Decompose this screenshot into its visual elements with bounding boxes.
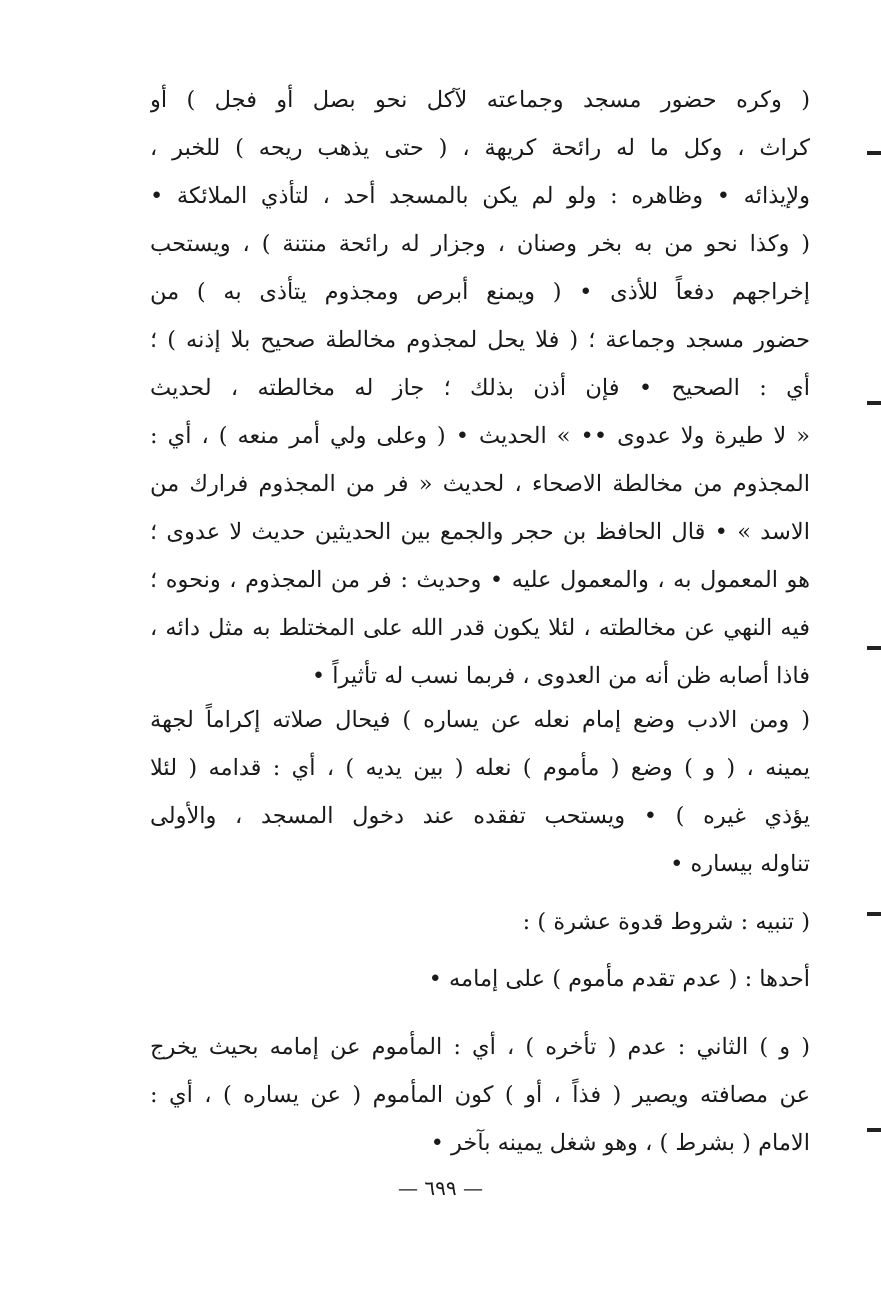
text-line: عن مصافته ويصير ( فذاً ، أو ) كون المأموم ( عن يساره ) ، أي : xyxy=(150,1082,810,1108)
paragraph-1 xyxy=(150,76,810,700)
margin-tick-mark xyxy=(867,912,881,916)
text-line: ( وكره حضور مسجد وجماعته لآكل نحو بصل أو فجل ) أو xyxy=(150,87,810,113)
text-line: تناوله بيساره • xyxy=(670,851,810,877)
margin-tick-mark xyxy=(867,1128,881,1132)
text-line: فيه النهي عن مخالطته ، لئلا يكون قدر الله على المختلط به مثل دائه ، xyxy=(150,615,810,641)
text-line: يؤذي غيره ) • ويستحب تفقده عند دخول المسجد ، والأولى xyxy=(150,803,810,829)
text-line: يمينه ، ( و ) وضع ( مأموم ) نعله ( بين يديه ) ، أي : قدامه ( لئلا xyxy=(150,755,810,781)
text-line: إخراجهم دفعاً للأذى • ( ويمنع أبرص ومجذوم يتأذى به ) من xyxy=(150,279,810,305)
text-line: أي : الصحيح • فإن أذن بذلك ؛ جاز له مخالطته ، لحديث xyxy=(150,375,810,401)
paragraph-3 xyxy=(150,898,810,946)
text-line: ( و ) الثاني : عدم ( تأخره ) ، أي : المأموم عن إمامه بحيث يخرج xyxy=(150,1034,810,1060)
text-line: « لا طيرة ولا عدوى •• » الحديث • ( وعلى ولي أمر منعه ) ، أي : xyxy=(150,423,810,449)
text-line: كراث ، وكل ما له رائحة كريهة ، ( حتى يذهب ريحه ) للخبر ، xyxy=(150,135,810,161)
text-line: هو المعمول به ، والمعمول عليه • وحديث : فر من المجذوم ، ونحوه ؛ xyxy=(150,567,810,593)
text-line: المجذوم من مخالطة الاصحاء ، لحديث « فر من المجذوم فرارك من xyxy=(150,471,810,497)
text-line: ولإيذائه • وظاهره : ولو لم يكن بالمسجد أحد ، لتأذي الملائكة • xyxy=(150,183,810,209)
page-number: — ٦٩٩ — xyxy=(398,1176,483,1200)
text-line: فاذا أصابه ظن أنه من العدوى ، فربما نسب له تأثيراً • xyxy=(311,663,810,689)
text-line: ( تنبيه : شروط قدوة عشرة ) : xyxy=(522,909,810,935)
text-line: الاسد » • قال الحافظ بن حجر والجمع بين الحديثين حديث لا عدوى ؛ xyxy=(150,519,810,545)
text-line: ( ومن الادب وضع إمام نعله عن يساره ) فيحال صلاته إكراماً لجهة xyxy=(150,707,810,733)
text-line: ( وكذا نحو من به بخر وصنان ، وجزار له رائحة منتنة ) ، ويستحب xyxy=(150,231,810,257)
text-line: الامام ( بشرط ) ، وهو شغل يمينه بآخر • xyxy=(430,1130,810,1156)
paragraph-4 xyxy=(150,955,810,1003)
paragraph-5 xyxy=(150,1023,810,1167)
margin-tick-mark xyxy=(867,401,881,405)
margin-tick-mark xyxy=(867,151,881,155)
paragraph-2 xyxy=(150,696,810,888)
text-line: أحدها : ( عدم تقدم مأموم ) على إمامه • xyxy=(428,966,810,992)
margin-tick-mark xyxy=(867,646,881,650)
text-line: حضور مسجد وجماعة ؛ ( فلا يحل لمجذوم مخالطة صحيح بلا إذنه ) ؛ xyxy=(150,327,810,353)
